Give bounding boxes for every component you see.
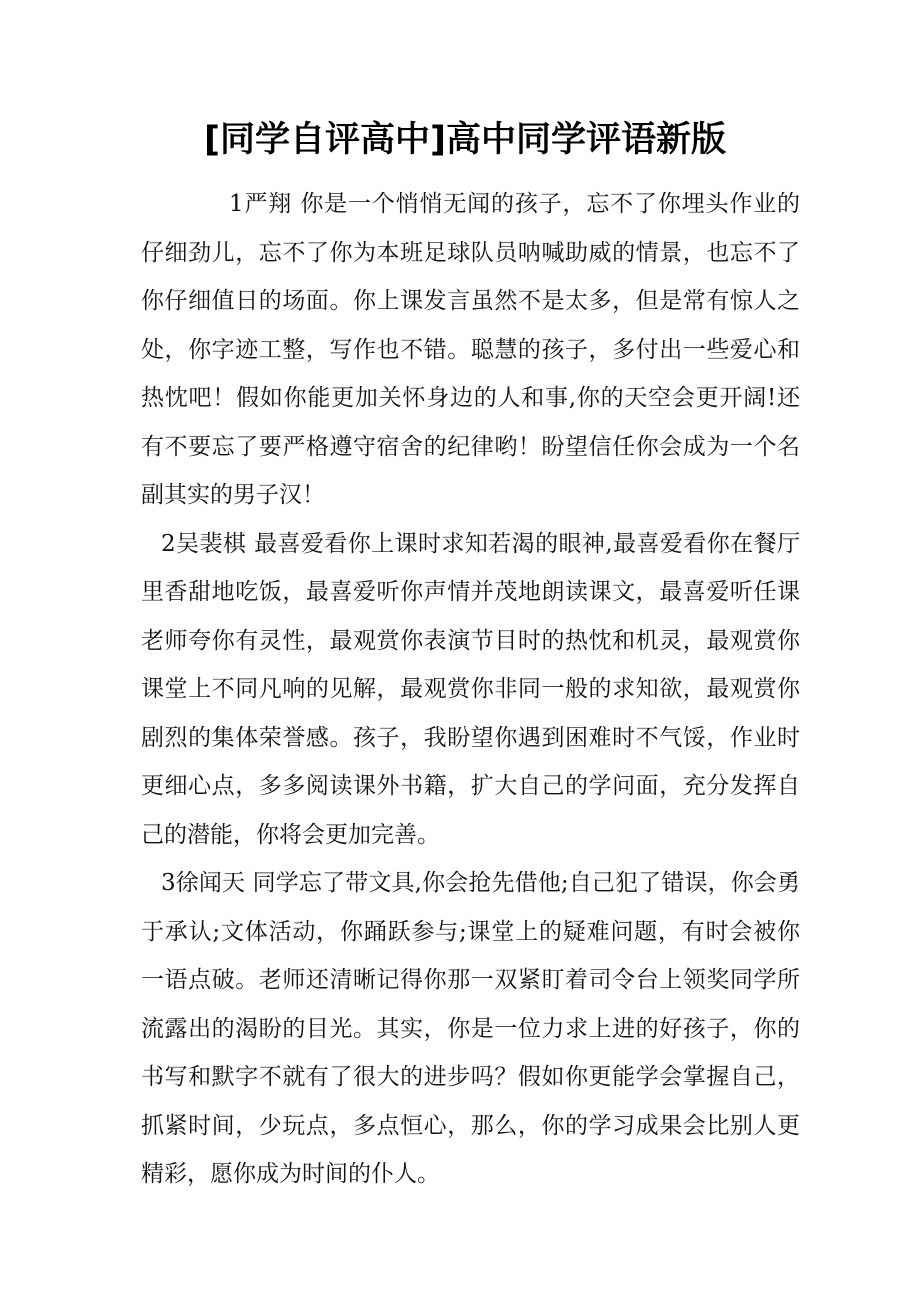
student-number: 3 xyxy=(161,870,176,896)
document-title: [同学自评高中]高中同学评语新版 xyxy=(204,120,726,160)
student-number: 2 xyxy=(161,530,176,557)
comment-text: 你是一个悄悄无闻的孩子，忘不了你埋头作业的仔细劲儿，忘不了你为本班足球队员呐喊助威的情景，也忘不了你仔细值日的场面。你上课发言虽然不是太多，但是常有惊人之处，你字迹工整，写作也不错。聪慧的孩子，多付出一些爱心和热忱吧！假如你能更加关怀身边的人和事,你的天空会更开阔!还有不要忘了要严格遵守宿舍的纪律哟！盼望信任你会成为一个名副其实的男子汉！ xyxy=(141,191,801,508)
student-name: 徐闻天 xyxy=(175,870,246,896)
student-name: 严翔 xyxy=(243,191,293,217)
comment-paragraph-1 xyxy=(141,180,800,520)
comment-text: 同学忘了带文具,你会抢先借他;自己犯了错误，你会勇于承认;文体活动，你踊跃参与;课堂上的疑难问题，有时会被你一语点破。老师还清晰记得你那一双紧盯着司令台上领奖同学所流露出的渴盼的目光。其实，你是一位力求上进的好孩子，你的书写和默字不就有了很大的进步吗？假如你更能学会掌握自己，抓紧时间，少玩点，多点恒心，那么，你的学习成果会比别人更精彩，愿你成为时间的仆人。 xyxy=(141,870,801,1187)
student-number: 1 xyxy=(229,191,244,217)
comment-paragraph-3 xyxy=(141,859,800,1199)
document-body xyxy=(141,180,800,1199)
student-name: 吴裴棋 xyxy=(175,530,247,557)
comment-text: 最喜爱看你上课时求知若渴的眼神,最喜爱看你在餐厅里香甜地吃饭，最喜爱听你声情并茂地朗读课文，最喜爱听任课老师夸你有灵性，最观赏你表演节目时的热忱和机灵，最观赏你课堂上不同凡响的见解，最观赏你非同一般的求知欲，最观赏你剧烈的集体荣誉感。孩子，我盼望你遇到困难时不气馁，作业时更细心点，多多阅读课外书籍，扩大自己的学问面，充分发挥自己的潜能，你将会更加完善。 xyxy=(141,530,801,848)
comment-paragraph-2 xyxy=(141,520,800,860)
